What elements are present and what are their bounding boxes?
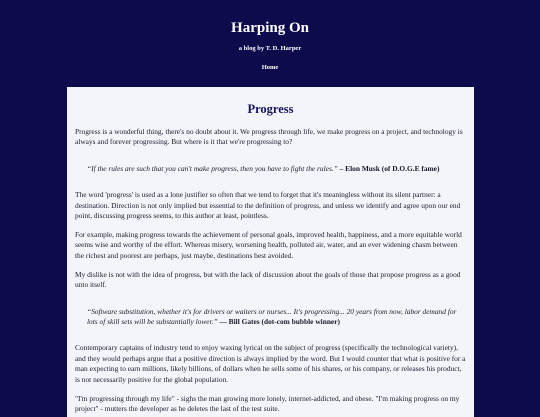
- quote-musk-author: – Elon Musk (of D.O.G.E fame): [339, 163, 440, 173]
- site-tagline: a blog by T. D. Harper: [238, 45, 302, 52]
- post-content: [67, 87, 474, 417]
- post-paragraph-6: "I'm progressing through my life" - sighs the man growing more lonely, internet-addicted, and obese. "I'm making progress on my project" - mutters the developer as he deletes the last of the test suite.: [75, 393, 460, 414]
- post-paragraph-5: Contemporary captains of industry tend to enjoy waxing lyrical on the subject of progress (specifically the technological variety), and they would perhaps argue that a positive direction is always implied by the word. But I would counter that what is positive for a man expecting to earn millions, likely billions, of dollars when he sells some of his shares, or his company, or releases his product, is not necessarily positive for the global population.: [75, 343, 466, 384]
- quote-musk-text: “If the rules are such that you can't make progress, then you have to fight the rules.”: [87, 163, 338, 173]
- site-nav: [0, 64, 540, 71]
- quote-gates: [87, 307, 466, 328]
- quote-gates-author: — Bill Gates (dot-com bubble winner): [219, 317, 340, 327]
- post-title: Progress: [247, 102, 294, 116]
- site-header: [0, 0, 540, 71]
- nav-home-link[interactable]: Home: [261, 64, 279, 71]
- quote-gates-text: “Software substitution, whether it's for drivers or waiters or nurses... It's progressing... 20 years from now, labor demand for lots of skill sets will be substantially lower.”: [87, 306, 457, 327]
- post-paragraph-2: The word 'progress' is used as a lone justifier so often that we tend to forget that it's meaningless without its silent partner: a destination. Direction is not only implied but essential to the definition of progress, and unless we identify and agree upon our end point, discussing progress seems, to this author at least, pointless.: [75, 190, 461, 221]
- post-paragraph-1: Progress is a wonderful thing, there's no doubt about it. We progress through life, we make progress on a project, and technology is always and forever progressing. But where is it that we're progressing to?: [75, 127, 463, 147]
- post-paragraph-4: My dislike is not with the idea of progress, but with the lack of discussion about the goals of those that propose progress as a good unto itself.: [75, 269, 461, 290]
- site-title: Harping On: [231, 20, 309, 36]
- quote-musk: [87, 164, 466, 174]
- post-paragraph-3: For example, making progress towards the achievement of personal goals, improved health, happiness, and a more equitable world seems wise and worthy of the effort. Whereas misery, worsening health, polluted air, water, and an ever widening chasm between the richest and poorest are perhaps, just maybe, destinations best avoided.: [75, 230, 462, 260]
